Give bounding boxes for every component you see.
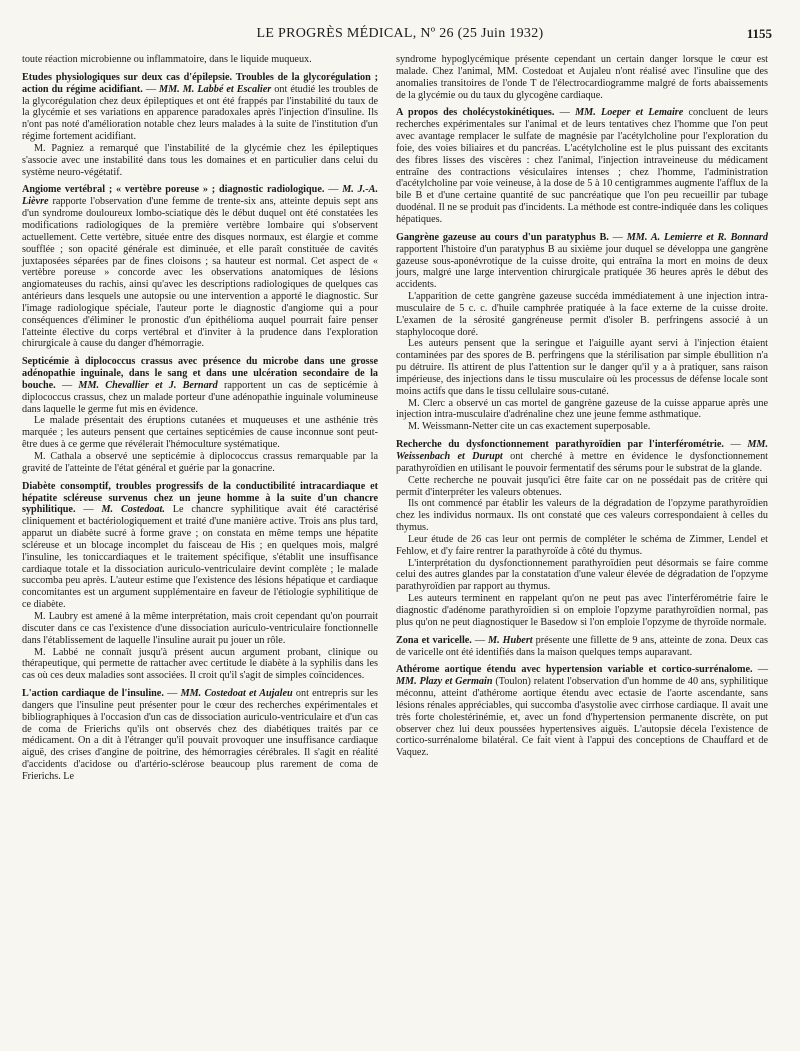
paragraph [396, 421, 768, 433]
paragraph [396, 534, 768, 558]
article-authors: MM. Weissenbach et Durupt [396, 439, 768, 462]
paragraph [22, 54, 378, 66]
paragraph [396, 291, 768, 338]
paragraph-text: toute réaction microbienne ou inflammatoire, dans le liquide muqueux. [22, 54, 312, 65]
paragraph-text: ont étudié les troubles de la glycorégulation chez deux épileptiques et ont été frappés par l'instabilité du taux de la glycémie et ses variations en apparence paradoxales après l'injection d'insuline. Ils n'ont pas noté d'amélioration notable chez leurs malades à la suite de l'institution d'un régime fortement acidifiant. [22, 83, 378, 143]
paragraph: A propos des cholécystokinétiques. — MM. Loeper et Lemaire concluent de leurs recherches expérimentales sur l'animal et de leurs tentatives chez l'homme que l'on peut avec avantage remplacer le sulfate de magnésie par l'acétylcholine pour l'exploration du foie, des voies biliaires et du pancréas. L'acétylcholine est le plus puissant des excitants des fibres lisses des viscères : chez l'animal, l'injection intraveineuse du médicament entraîne des contractions vésiculaires intenses ; chez l'homme, l'administration d'acétylcholine par voie veineuse, à la dose de 5 à 10 centigrammes augmente l'afflux de la bile B et d'une certaine quantité de suc pancréatique que l'on peu recueillir par tubage duodénal. Il ne se produit pas d'incidents. La méthode est contre-indiquée dans les coliques hépatiques. [396, 107, 769, 225]
paragraph [396, 593, 768, 629]
article [396, 664, 768, 759]
article-heading: Athérome aortique étendu avec hypertension variable et cortico-surrénalome. [396, 664, 753, 676]
article [396, 635, 768, 659]
paragraph-text: M. Cathala a observé une septicémie à diplococcus crassus remarquable par la gravité de l'atteinte de l'état général et guérie par la gonacrine. [22, 451, 378, 474]
paragraph: Diabète consomptif, troubles progressifs de la conductibilité intracardiaque et hépatite scléreuse survenus chez un jeune homme à la suite d'un chancre syphilitique. — M. Costedoat. Le chancre syphilitique avait été caractérisé cliniquement et bactériologiquement et traité d'une manière active. Trois ans plus tard, apparut un diabète sucré à forme grave ; on constata en même temps une hépatite scléreuse et un blocage incomplet du faisceau de His ; en quelques mois, malgré l'insuline, les toniccardiaques et le traitement spécifique, s'établit une insuffisance cardiaque totale et la dissociation auriculo-ventriculaire devint complète ; le malade succomba peu après. L'auteur estime que l'existence des lésions hépatique et cardiaque concomitantes est un argument supplémentaire en faveur de l'étiologie syphilitique de ce diabète. [22, 480, 379, 611]
paragraph-text: Les auteurs terminent en rappelant qu'on ne peut pas avec l'interférométrie faire le diagnostic d'adénome parathyroïdien si on emploie l'opzyme parathyroïdien normal, pas plus qu'on ne peut diagnostiquer le Basedow si l'on emploie l'opzyme de thyroïde normale. [396, 593, 768, 628]
right-column [396, 54, 768, 765]
paragraph-text: ont entrepris sur les dangers que l'insuline peut présenter pour le cœur des recherches expérimentales et bibliographiques à l'occasion d'un cas de dissociation auriculo-ventriculaire et d'un cas de coma de Frierichs qu'ils ont observés chez des diabétiques traités par ce médicament. On a dit à l'étranger qu'il pouvait provoquer une insuffisance cardiaque aiguë, des crises d'angine de poitrine, des hémorragies cérébrales. Il s'agit en réalité d'accidents d'acidose ou d'artério-sclérose beaucoup plus rarement de coma de Frierichs. Le [22, 688, 379, 782]
paragraph-text: Leur étude de 26 cas leur ont permis de compléter le schéma de Zimmer, Lendel et Fehlow, et d'y faire rentrer la parathyroïde à côté du thymus. [396, 533, 768, 557]
article-heading: Angiome vertébral ; « vertèbre poreuse » ; diagnostic radiologique. [22, 184, 325, 196]
paragraph [396, 558, 768, 594]
paragraph: L'action cardiaque de l'insuline. — MM. Costedoat et Aujaleu ont entrepris sur les dangers que l'insuline peut présenter pour le cœur des recherches expérimentales et bibliographiques à l'occasion d'un cas de dissociation auriculo-ventriculaire et d'un cas de coma de Frierichs qu'ils ont observés chez des diabétiques traités par ce médicament. On a dit à l'étranger qu'il pouvait provoquer une insuffisance cardiaque aiguë, des crises d'angine de poitrine, des hémorragies cérébrales. Il s'agit en réalité d'accidents d'acidose ou d'artério-sclérose beaucoup plus rarement de coma de Frierichs. Le [22, 688, 379, 782]
article [22, 481, 378, 682]
article-heading: Zona et varicelle. [396, 634, 472, 646]
paragraph-text: Le chancre syphilitique avait été caractérisé cliniquement et bactériologiquement et traité d'une manière active. Trois ans plus tard, apparut un diabète sucré à forme grave ; on constata en même temps une hépatite scléreuse et un blocage incomplet du faisceau de His ; en quelques mois, malgré l'insuline, les toniccardiaques et le traitement spécifique, s'établit une insuffisance cardiaque totale et la dissociation auriculo-ventriculaire devint complète ; le malade succomba peu après. L'auteur estime que l'existence des lésions hépatique et cardiaque concomitantes est un argument supplémentaire en faveur de l'étiologie syphilitique de ce diabète. [22, 504, 379, 611]
paragraph-text: M. Labbé ne connaît jusqu'à présent aucun argument probant, clinique ou thérapeutique, qui permette de rattacher avec certitude le diabète à la syphilis dans les cas où ces deux maladies sont associées. Il croit qu'il s'agit de simples coïncidences. [22, 646, 378, 682]
paragraph: Septicémie à diplococcus crassus avec présence du microbe dans une grosse adénopathie inguinale, dans le sang et dans une ulcération secondaire de la bouche. — MM. Chevallier et J. Bernard rapportent un cas de septicémie à diplococcus crassus, chez un malade porteur d'une adénopathie inguinale volumineuse dans laquelle le germe fut mis en évidence. [22, 356, 379, 415]
article [22, 688, 378, 783]
paragraph-text: M. Weissmann-Netter cite un cas exactement superposable. [408, 421, 651, 433]
article [22, 54, 378, 66]
paragraph-text: Le malade présentait des éruptions cutanées et muqueuses et une asthénie très marquée ; les auteurs pensent que certaines septicémies de cause inconnue sont peut-être dues à ce germe que révélerait l'hémoculture systématique. [22, 415, 378, 451]
paragraph-text: rapportent un cas de septicémie à diplococcus crassus, chez un malade porteur d'une adénopathie inguinale volumineuse dans laquelle le germe fut mis en évidence. [22, 379, 379, 415]
article [22, 184, 378, 350]
paragraph-text: Cette recherche ne pouvait jusqu'ici être faite car on ne possédait pas de critère qui permit d'interpréter les valeurs obtenues. [396, 474, 768, 498]
paragraph: Athérome aortique étendu avec hypertension variable et cortico-surrénalome. — MM. Plazy et Germain (Toulon) relatent l'observation d'un homme de 40 ans, syphilitique méconnu, atteint d'athérome aortique étendu avec ectasie de l'aorte ascendante, sans lésions rénales appréciables, qui succomba d'asystolie avec cirrhose cardiaque. Il avait une très forte cholestérinémie, et, avec un fond d'hypertension permanente discrète, on put observer chez lui deux poussées hypertensives aiguës. L'autopsie décela l'existence de cortico-surrénalome bilatéral. Ce fait vient à l'appui des conceptions de Chauffard et de Vaquez. [396, 664, 769, 759]
article-authors: M. J.-A. Lièvre [22, 184, 379, 208]
article-heading: A propos des cholécystokinétiques. [396, 107, 555, 119]
paragraph [396, 475, 768, 499]
paragraph-text: M. Pagniez a remarqué que l'instabilité de la glycémie chez les épileptiques s'associe avec une instabilité dans tous les domaines et en particulier dans celui du système neuro-végétatif. [22, 142, 378, 178]
paragraph: Angiome vertébral ; « vertèbre poreuse » ; diagnostic radiologique. — M. J.-A. Lièvre rapporte l'observation d'une femme de trente-six ans, atteinte depuis sept ans d'un syndrome douloureux lombo-sciatique dès le début duquel ont été constatées les modifications radiologiques de la première vertèbre lombaire qui s'observent actuellement. Cette vertèbre, située entre des disques normaux, est élargie et comme soufflée ; son opacité générale est diminuée, et elle paraît constituée de cavités juxtaposées séparées par de fines cloisons ; sa hauteur est normal. Cet aspect de « vertèbre poreuse » concorde avec les observations anatomiques de lésions angiomateuses du rachis, ainsi qu'avec les descriptions radiologiques de quelques cas antérieurs dans lesquels une autopsie ou une intervention a apporté le diagnostic. Sur l'image radiologique spéciale, l'auteur porte le diagnostic d'angiome qui a pour conséquences d'éliminer le pronostic d'un épithélioma auquel pourrait faire penser l'atteinte élective du corps vertébral et d'inviter à la prudence dans l'exploration chirurgicale à cause du danger d'hémorragie. [22, 184, 379, 350]
paragraph-text: Les auteurs pensent que la seringue et l'aiguille ayant servi à l'injection étaient contaminées par des spores de B. perfringens que la stérilisation par simple ébullition n'a pu détruire. Ils attirent de plus l'attention sur le danger qu'il y a à pratiquer, sans raison impérieuse, des injections dans le tissu musculaire où les processus de défense locale sont moins actifs que dans le tissu cellulaire sous-cutané. [396, 338, 768, 397]
paragraph [396, 338, 768, 397]
article-authors: MM. Plazy et Germain [396, 676, 493, 688]
article [396, 54, 768, 101]
paragraph-text: présente une fillette de 9 ans, atteinte de zona. Deux cas de varicelle ont été identifiés dans la maison quelques temps auparavant. [396, 634, 769, 658]
article-heading: Gangrène gazeuse au cours d'un paratyphus B. [396, 231, 609, 243]
paragraph-text: L'apparition de cette gangrène gazeuse succéda immédiatement à une injection intra-musculaire de 5 c. c. d'huile camphrée pratiquée à la face externe de la cuisse droite. L'examen de la sérosité gangréneuse permit d'isoler B. perfringens associé à un staphylocoque doré. [396, 291, 768, 338]
article-heading: Septicémie à diplococcus crassus avec présence du microbe dans une grosse adénopathie inguinale, dans le sang et dans une ulcération secondaire de la bouche. [22, 356, 378, 391]
paragraph-text: (Toulon) relatent l'observation d'un homme de 40 ans, syphilitique méconnu, atteint d'athérome aortique étendu avec ectasie de l'aorte ascendante, sans lésions rénales appréciables, qui succomba d'asystolie avec cirrhose cardiaque. Il avait une très forte cholestérinémie, et, avec un fond d'hypertension permanente discrète, on put observer chez lui deux poussées hypertensives aiguës. L'autopsie décela l'existence de cortico-surrénalome bilatéral. Ce fait vient à l'appui des conceptions de Chauffard et de Vaquez. [396, 676, 768, 759]
paragraph-text: Ils ont commencé par établir les valeurs de la dégradation de l'opzyme parathyroïdien chez les individus normaux. Ils ont constaté que ces valeurs correspondaient à celles du thymus. [396, 498, 768, 534]
paragraph-text: M. Clerc a observé un cas mortel de gangrène gazeuse de la cuisse apparue après une injection intra-musculaire d'adrénaline chez une jeune femme asthmatique. [396, 397, 768, 421]
paragraph [396, 54, 768, 101]
article-authors: M. Hubert [488, 634, 533, 646]
article [22, 356, 378, 474]
paragraph-text: rapporte l'observation d'une femme de trente-six ans, atteinte depuis sept ans d'un syndrome douloureux lombo-sciatique dès le début duquel ont été constatées les modifications radiologiques de la première vertèbre lombaire qui s'observent actuellement. Cette vertèbre, située entre des disques normaux, est élargie et comme soufflée ; son opacité générale est diminuée, et elle paraît constituée de cavités juxtaposées séparées par de fines cloisons ; sa hauteur est normal. Cet aspect de « vertèbre poreuse » concorde avec les observations anatomiques de lésions angiomateuses du rachis, ainsi qu'avec les descriptions radiologiques de quelques cas antérieurs dans lesquels une autopsie ou une intervention a apporté le diagnostic. Sur l'image radiologique spéciale, l'auteur porte le diagnostic d'angiome qui a pour conséquences d'éliminer le pronostic d'un épithélioma auquel pourrait faire penser l'atteinte élective du corps vertébral et d'inviter à la prudence dans l'exploration chirurgicale à cause du danger d'hémorragie. [22, 196, 379, 350]
paragraph [22, 451, 378, 475]
paragraph: Gangrène gazeuse au cours d'un paratyphus B. — MM. A. Lemierre et R. Bonnard rapportent l'histoire d'un paratyphus B au sixième jour duquel se développa une gangrène gazeuse sous-aponévrotique de la cuisse droite, qui entraîna la mort en moins de deux jours, malgré une large intervention chirurgicale pratiquée 36 heures après le début des accidents. [396, 231, 768, 291]
article-authors: MM. Chevallier et J. Bernard [78, 379, 218, 391]
article-heading: L'action cardiaque de l'insuline. [22, 688, 164, 700]
paragraph-text: concluent de leurs recherches expérimentales sur l'animal et de leurs tentatives chez l'homme que l'on peut avec avantage remplacer le sulfate de magnésie par l'acétylcholine pour l'exploration du foie, des voies biliaires et du pancréas. L'acétylcholine est le plus puissant des excitants des fibres lisses des viscères : chez l'animal, l'injection intraveineuse du médicament entraîne des contractions vésiculaires intenses ; chez l'homme, l'administration d'acétylcholine par voie veineuse, à la dose de 5 à 10 centigrammes augmente l'afflux de la bile B et d'une certaine quantité de suc pancréatique que l'on peu recueillir par tubage duodénal. Il ne se produit pas d'incidents. La méthode est contre-indiquée dans les coliques hépatiques. [396, 107, 769, 225]
article [22, 72, 378, 179]
paragraph-text: M. Laubry est amené à la même interprétation, mais croit cependant qu'on pourrait discuter dans ce cas l'existence d'une dissociation auriculo-ventriculaire fonctionnelle dans l'établissement de laquelle l'insuline aurait pu jouer un rôle. [22, 610, 378, 646]
article-authors: MM. Loeper et Lemaire [575, 107, 684, 119]
paragraph [22, 611, 378, 647]
article [396, 439, 768, 629]
article-heading: Diabète consomptif, troubles progressifs de la conductibilité intracardiaque et hépatite scléreuse survenus chez un jeune homme à la suite d'un chancre syphilitique. [22, 480, 378, 516]
article [396, 232, 768, 433]
paragraph: Zona et varicelle. — M. Hubert présente une fillette de 9 ans, atteinte de zona. Deux cas de varicelle ont été identifiés dans la maison quelques temps auparavant. [396, 634, 769, 658]
paragraph: Etudes physiologiques sur deux cas d'épilepsie. Troubles de la glycorégulation ; action du régime acidifiant. — MM. M. Labbé et Escalier ont étudié les troubles de la glycorégulation chez deux épileptiques et ont été frappés par l'instabilité du taux de la glycémie et ses variations en apparence paradoxales après l'injection d'insuline. Ils n'ont pas noté d'amélioration notable chez leurs malades à la suite de l'institution d'un régime fortement acidifiant. [22, 71, 378, 143]
article-authors: M. Costedoat. [101, 504, 165, 516]
paragraph-text: ont cherché à mettre en évidence le dysfonctionnement parathyroïdien en utilisant le pouvoir fermentatif des sérums pour le substrat de la glande. [396, 451, 768, 474]
paragraph: Recherche du dysfonctionnement parathyroïdien par l'interférométrie. — MM. Weissenbach et Durupt ont cherché à mettre en évidence le dysfonctionnement parathyroïdien en utilisant le pouvoir fermentatif des sérums pour le substrat de la glande. [396, 439, 768, 474]
paragraph-text: L'interprétation du dysfonctionnement parathyroïdien peut désormais se faire comme celui des autres glandes par la constatation d'une valeur élevée de dégradation de l'opzyme parathyroïdien par rapport au thymus. [396, 557, 768, 593]
article-authors: MM. A. Lemierre et R. Bonnard [626, 231, 768, 243]
article [396, 107, 768, 225]
paragraph [22, 647, 378, 683]
article-authors: MM. Costedoat et Aujaleu [180, 688, 293, 700]
paragraph [396, 398, 768, 422]
article-authors: MM. M. Labbé et Escalier [159, 83, 272, 95]
article-heading: Etudes physiologiques sur deux cas d'épilepsie. Troubles de la glycorégulation ; action du régime acidifiant. [22, 71, 378, 95]
journal-title: LE PROGRÈS MÉDICAL, Nº 26 (25 Juin 1932) [256, 26, 544, 41]
paragraph-text: rapportent l'histoire d'un paratyphus B au sixième jour duquel se développa une gangrène gazeuse sous-aponévrotique de la cuisse droite, qui entraîna la mort en moins de deux jours, malgré une large intervention chirurgicale pratiquée 36 heures après le début des accidents. [396, 243, 768, 291]
paragraph-text: syndrome hypoglycémique présente cependant un certain danger lorsque le cœur est malade. Chez l'animal, MM. Costedoat et Aujaleu n'ont réalisé avec l'insuline que des anomalies transitoires de l'onde T de l'électrocardiogramme malgré de forts abaissements de la glycémie ou du taux du glycogène cardiaque. [396, 54, 768, 101]
page-number: 1155 [746, 26, 772, 41]
page-header [28, 22, 772, 46]
article-heading: Recherche du dysfonctionnement parathyroïdien par l'interférométrie. [396, 439, 724, 451]
left-column [22, 54, 378, 789]
paragraph [22, 143, 378, 179]
paragraph [396, 498, 768, 534]
paragraph [22, 415, 378, 451]
